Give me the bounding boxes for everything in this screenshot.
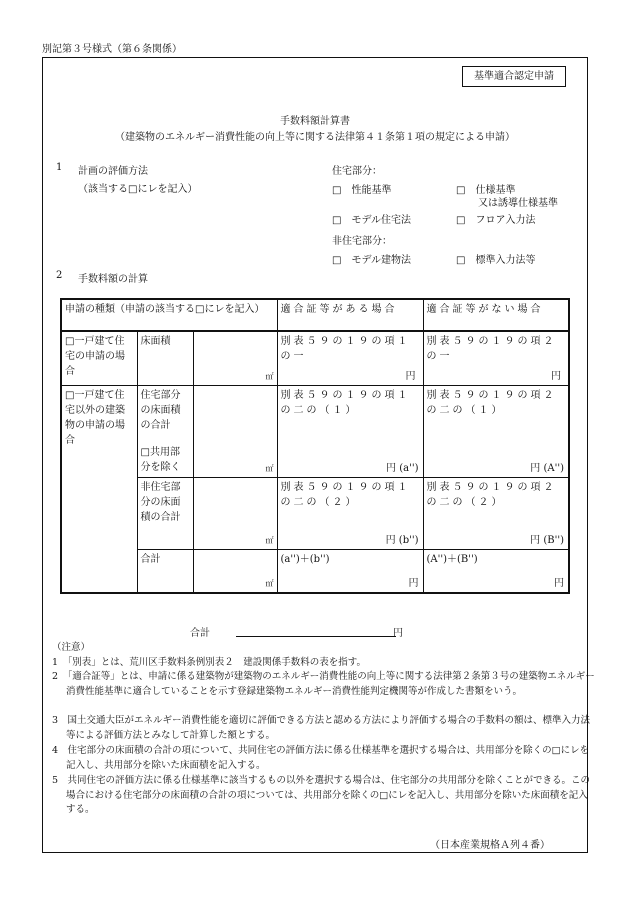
section2-heading: 手数料額の計算 xyxy=(78,274,148,285)
sqm-unit: ㎡ xyxy=(265,535,274,545)
fee-without-3-text: 別表５９の１９の項２の二の（２） xyxy=(426,481,557,508)
header-without-certificate: 適合証等がない場合 xyxy=(423,299,569,331)
option-model-building[interactable]: □ モデル建物法 xyxy=(332,255,411,266)
option-floor-input[interactable]: □ フロア入力法 xyxy=(456,215,536,226)
page-subtitle: （建築物のエネルギー消費性能の向上等に関する法律第４１条第１項の規定による申請） xyxy=(115,132,515,143)
fee-without-3 xyxy=(423,477,569,549)
table-row xyxy=(61,385,569,477)
fee-with-2-text: 別表５９の１９の項１の二の（１） xyxy=(280,389,411,416)
option-model-house[interactable]: □ モデル住宅法 xyxy=(332,215,411,226)
input-total-area[interactable] xyxy=(193,549,277,593)
note-2: 2 「適合証等」とは、申請に係る建築物が建築物のエネルギー消費性能の向上等に関する法律第２条第３号の建築物エネルギー消費性能基準に適合していることを示す登録建築物エネルギー消費性能判定機関等が作成した書類をいう。 xyxy=(52,671,595,697)
fee-with-2 xyxy=(277,385,423,477)
page-title: 手数料額計算書 xyxy=(280,116,350,127)
fee-with-total xyxy=(277,549,423,593)
form-label: 別記第３号様式（第６条関係） xyxy=(42,44,182,55)
yen-unit: 円 xyxy=(405,370,419,382)
yen-unit: 円 xyxy=(554,578,564,589)
table-row xyxy=(61,331,569,385)
total-label: 合計 xyxy=(190,628,210,639)
table-row xyxy=(61,549,569,593)
notes-heading: （注意） xyxy=(52,642,91,653)
sqm-unit: ㎡ xyxy=(265,371,274,381)
option-induction-specification: 又は誘導仕様基準 xyxy=(478,198,558,209)
sqm-unit: ㎡ xyxy=(265,463,274,473)
item-total: 合計 xyxy=(137,549,193,593)
total-input-line[interactable] xyxy=(236,636,396,637)
input-nonresidential-area[interactable] xyxy=(193,477,277,549)
input-residential-area[interactable] xyxy=(193,385,277,477)
item-floor-area: 床面積 xyxy=(137,331,193,385)
item-nonresidential-area: 非住宅部分の床面積の合計 xyxy=(137,477,193,549)
type-other-building[interactable]: □一戸建て住宅以外の建築物の申請の場合 xyxy=(61,385,137,593)
section1-instruction: （該当する□にレを記入） xyxy=(78,184,198,195)
section1-number: 1 xyxy=(56,162,63,173)
type-detached-house[interactable]: □一戸建て住宅の申請の場合 xyxy=(61,331,137,385)
application-type-badge: 基準適合認定申請 xyxy=(462,66,566,87)
total-yen-unit: 円 xyxy=(393,628,403,639)
option-performance-standard[interactable]: □ 性能基準 xyxy=(332,185,392,196)
option-specification-standard[interactable]: □ 仕様基準 xyxy=(456,185,516,196)
sqm-unit: ㎡ xyxy=(265,579,274,588)
fee-without-1 xyxy=(423,331,569,385)
fee-without-1-text: 別表５９の１９の項２の一 xyxy=(426,336,557,362)
fee-with-3 xyxy=(277,477,423,549)
item-residential-area xyxy=(137,385,193,477)
table-row xyxy=(61,477,569,549)
note-4: 4 住宅部分の床面積の合計の項について、共同住宅の評価方法に係る仕様基準を選択する場合は、共用部分を除くの□にレを記入し、共用部分を除いた床面積を記入する。 xyxy=(52,745,590,771)
fee-with-3-text: 別表５９の１９の項１の二の（２） xyxy=(280,481,411,508)
yen-a-unit: 円 (a'') xyxy=(386,462,419,474)
note-5: 5 共同住宅の評価方法に係る仕様基準に該当するもの以外を選択する場合は、住宅部分の共用部分を除くことができる。この場合における住宅部分の床面積の合計の項については、共用部分を除くの□にレを記入し、共用部分を除いた床面積を記入する。 xyxy=(52,775,591,815)
section1-heading: 計画の評価方法 xyxy=(78,166,148,177)
section2-number: 2 xyxy=(56,270,63,281)
yen-A-unit: 円 (A'') xyxy=(530,462,564,474)
exclude-common-area-checkbox[interactable]: □共用部分を除く xyxy=(140,446,181,473)
fee-table xyxy=(60,298,570,594)
fee-without-2 xyxy=(423,385,569,477)
yen-unit: 円 xyxy=(408,578,419,589)
residential-label: 住宅部分： xyxy=(332,166,382,177)
fee-without-2-text: 別表５９の１９の項２の二の（１） xyxy=(426,389,557,416)
nonresidential-label: 非住宅部分： xyxy=(332,236,392,247)
note-1: 1 「別表」とは、荒川区手数料条例別表２ 建設関係手数料の表を指す。 xyxy=(52,657,367,668)
option-standard-input[interactable]: □ 標準入力法等 xyxy=(456,255,536,266)
yen-b-unit: 円 (b'') xyxy=(385,534,419,546)
note-3: 3 国土交通大臣がエネルギー消費性能を適切に評価できる方法と認める方法により評価する場合の手数料の額は、標準入力法等による評価方法とみなして計算した額とする。 xyxy=(52,715,591,741)
header-application-type: 申請の種類（申請の該当する□にレを記入） xyxy=(61,299,277,331)
header-with-certificate: 適合証等がある場合 xyxy=(277,299,423,331)
input-floor-area[interactable] xyxy=(193,331,277,385)
fee-with-total-text: (a'')＋(b'') xyxy=(280,553,330,565)
yen-unit: 円 xyxy=(551,370,564,382)
paper-size-footer: （日本産業規格Ａ列４番） xyxy=(430,840,550,851)
fee-with-1 xyxy=(277,331,423,385)
item-residential-area-text: 住宅部分の床面積の合計 xyxy=(140,389,181,431)
fee-without-total xyxy=(423,549,569,593)
fee-with-1-text: 別表５９の１９の項１の一 xyxy=(280,336,411,362)
fee-without-total-text: (A'')＋(B'') xyxy=(426,553,478,565)
yen-B-unit: 円 (B'') xyxy=(530,534,564,546)
